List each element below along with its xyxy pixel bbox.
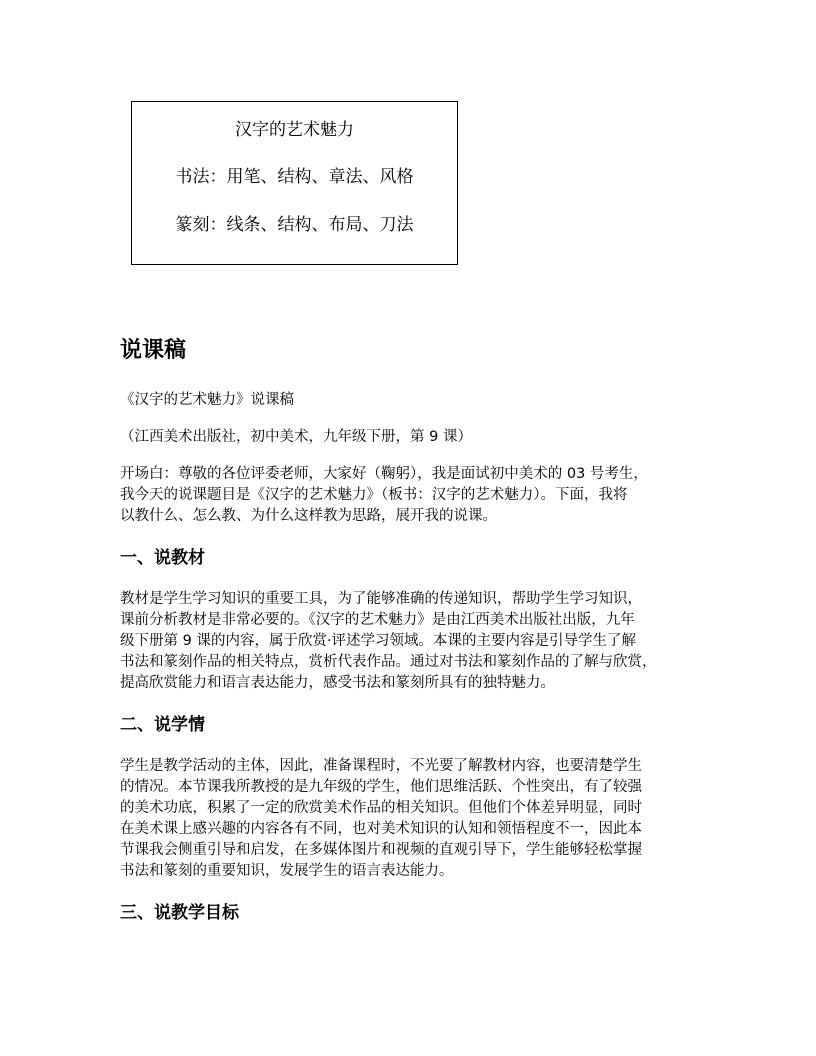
paragraph-line: 节课我会侧重引导和启发，在多媒体图片和视频的直观引导下，学生能够轻松掌握 (120, 842, 642, 858)
blackboard-design-box (131, 101, 458, 265)
section-heading-textbook: 一、说教材 (120, 548, 205, 568)
opening-line: 以教什么、怎么教、为什么这样教为思路，展开我的说课。 (120, 508, 497, 524)
paragraph-line: 课前分析教材是非常必要的。《汉字的艺术魅力》是由江西美术出版社出版，九年 (120, 612, 635, 628)
lesson-subtitle: 《汉字的艺术魅力》说课稿 (120, 392, 294, 408)
paragraph-line: 在美术课上感兴趣的内容各有不同，也对美术知识的认知和领悟程度不一，因此本 (120, 821, 642, 837)
section-students-paragraph (120, 756, 642, 882)
paragraph-line: 的美术功底，积累了一定的欣赏美术作品的相关知识。但他们个体差异明显，同时 (120, 800, 642, 816)
paragraph-line: 教材是学生学习知识的重要工具，为了能够准确的传递知识，帮助学生学习知识， (120, 591, 642, 607)
lesson-source: （江西美术出版社，初中美术，九年级下册，第 9 课） (120, 429, 472, 445)
board-title: 汉字的艺术魅力 (235, 120, 354, 140)
section-heading-objectives: 三、说教学目标 (120, 903, 239, 923)
paragraph-line: 书法和篆刻的重要知识，发展学生的语言表达能力。 (120, 863, 454, 879)
paragraph-line: 学生是教学活动的主体，因此，准备课程时，不光要了解教材内容，也要清楚学生 (120, 758, 642, 774)
opening-line: 我今天的说课题目是《汉字的艺术魅力》（板书：汉字的艺术魅力）。下面，我将 (120, 487, 628, 503)
paragraph-line: 书法和篆刻作品的相关特点，赏析代表作品。通过对书法和篆刻作品的了解与欣赏， (120, 654, 657, 670)
board-seal-carving-line: 篆刻：线条、结构、布局、刀法 (175, 215, 414, 235)
opening-paragraph (120, 464, 648, 527)
document-title: 说课稿 (120, 338, 187, 363)
opening-line: 开场白：尊敬的各位评委老师，大家好（鞠躬），我是面试初中美术的 03 号考生， (120, 466, 648, 482)
section-heading-students: 二、说学情 (120, 715, 205, 735)
paragraph-line: 级下册第 9 课的内容，属于欣赏·评述学习领域。本课的主要内容是引导学生了解 (120, 633, 637, 649)
board-calligraphy-line: 书法：用笔、结构、章法、风格 (175, 167, 414, 187)
paragraph-line: 提高欣赏能力和语言表达能力，感受书法和篆刻所具有的独特魅力。 (120, 675, 555, 691)
paragraph-line: 的情况。本节课我所教授的是九年级的学生，他们思维活跃、个性突出，有了较强 (120, 779, 642, 795)
section-textbook-paragraph (120, 589, 657, 694)
